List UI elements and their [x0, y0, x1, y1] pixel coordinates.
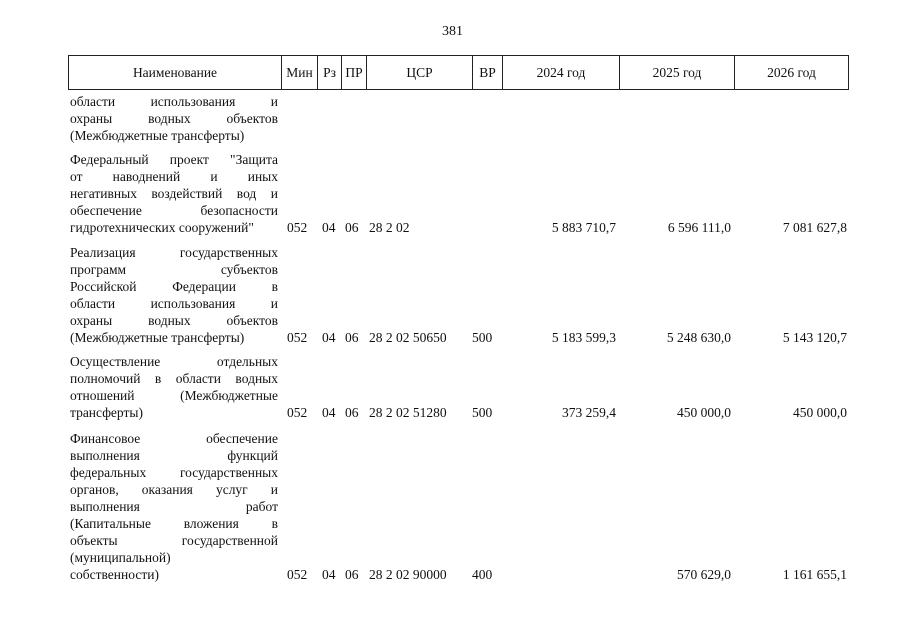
row-4-2026: 1 161 655,1: [782, 567, 847, 582]
row-1-2025: 6 596 111,0: [667, 220, 731, 235]
row-4-description: [70, 430, 278, 583]
col-2024-header: 2024 год: [503, 56, 620, 89]
col-rz-header: Рз: [318, 56, 342, 89]
row-2-csr: 28 2 02 50650: [369, 330, 447, 345]
row-1-2024: 5 883 710,7: [551, 220, 616, 235]
row-4-2025: 570 629,0: [677, 567, 731, 582]
row-4-line-1: выполнения функций: [70, 448, 278, 463]
row-1-pr: 06: [345, 220, 359, 235]
row-2-line-1: программ субъектов: [70, 262, 278, 277]
row-2-line-3: области использования и: [70, 296, 278, 311]
row-3-line-0: Осуществление отдельных: [70, 354, 278, 369]
row-4-rz: 04: [322, 567, 336, 582]
row-1-line-0: Федеральный проект "Защита: [70, 152, 278, 167]
row-3-line-2: отношений (Межбюджетные: [70, 388, 278, 403]
row-1-min: 052: [287, 220, 308, 235]
row-2-2024: 5 183 599,3: [551, 330, 616, 345]
row-2-line-4: охраны водных объектов: [70, 313, 278, 328]
row-1-line-3: обеспечение безопасности: [70, 203, 278, 218]
row-4-line-6: объекты государственной: [70, 533, 278, 548]
row-2-line-0: Реализация государственных: [70, 245, 278, 260]
row-2-description: [70, 244, 278, 346]
row-3-csr: 28 2 02 51280: [369, 405, 447, 420]
page-number: 381: [442, 24, 463, 39]
row-3-pr: 06: [345, 405, 359, 420]
row-3-description: [70, 353, 278, 421]
row-1-line-4: гидротехнических сооружений": [70, 220, 254, 235]
row-4-min: 052: [287, 567, 308, 582]
row-4-line-3: органов, оказания услуг и: [70, 482, 278, 497]
row-4-line-4: выполнения работ: [70, 499, 278, 514]
row-3-2024: 373 259,4: [562, 405, 616, 420]
row-4-line-7: (муниципальной): [70, 550, 171, 565]
col-csr-header: ЦСР: [367, 56, 473, 89]
row-2-line-2: Российской Федерации в: [70, 279, 278, 294]
row-0-description: [70, 93, 278, 144]
col-name-header: Наименование: [69, 56, 282, 89]
row-3-min: 052: [287, 405, 308, 420]
row-2-pr: 06: [345, 330, 359, 345]
row-1-csr: 28 2 02: [369, 220, 410, 235]
row-4-line-2: федеральных государственных: [70, 465, 278, 480]
col-vr-header: ВР: [473, 56, 503, 89]
row-4-pr: 06: [345, 567, 359, 582]
row-2-vr: 500: [472, 330, 493, 345]
col-2025-header: 2025 год: [620, 56, 735, 89]
row-1-description: [70, 151, 278, 236]
row-4-line-5: (Капитальные вложения в: [70, 516, 278, 531]
row-3-rz: 04: [322, 405, 336, 420]
row-2-min: 052: [287, 330, 308, 345]
row-0-line-2: (Межбюджетные трансферты): [70, 128, 245, 143]
row-2-rz: 04: [322, 330, 336, 345]
col-pr-header: ПР: [342, 56, 367, 89]
row-0-line-1: охраны водных объектов: [70, 111, 278, 126]
row-2-line-5: (Межбюджетные трансферты): [70, 330, 245, 345]
row-4-line-0: Финансовое обеспечение: [70, 431, 278, 446]
col-min-header: Мин: [282, 56, 318, 89]
row-3-2026: 450 000,0: [793, 405, 847, 420]
row-1-line-2: негативных воздействий вод и: [70, 186, 278, 201]
row-3-2025: 450 000,0: [677, 405, 731, 420]
row-1-rz: 04: [322, 220, 336, 235]
row-2-2025: 5 248 630,0: [666, 330, 731, 345]
row-1-line-1: от наводнений и иных: [70, 169, 278, 184]
row-4-vr: 400: [472, 567, 493, 582]
row-2-2026: 5 143 120,7: [782, 330, 847, 345]
row-1-2026: 7 081 627,8: [782, 220, 847, 235]
row-0-line-0: области использования и: [70, 94, 278, 109]
row-3-line-1: полномочий в области водных: [70, 371, 278, 386]
table-header: [68, 55, 849, 90]
row-4-csr: 28 2 02 90000: [369, 567, 447, 582]
row-3-line-3: трансферты): [70, 405, 143, 420]
row-3-vr: 500: [472, 405, 493, 420]
row-4-line-8: собственности): [70, 567, 159, 582]
col-2026-header: 2026 год: [767, 65, 816, 80]
